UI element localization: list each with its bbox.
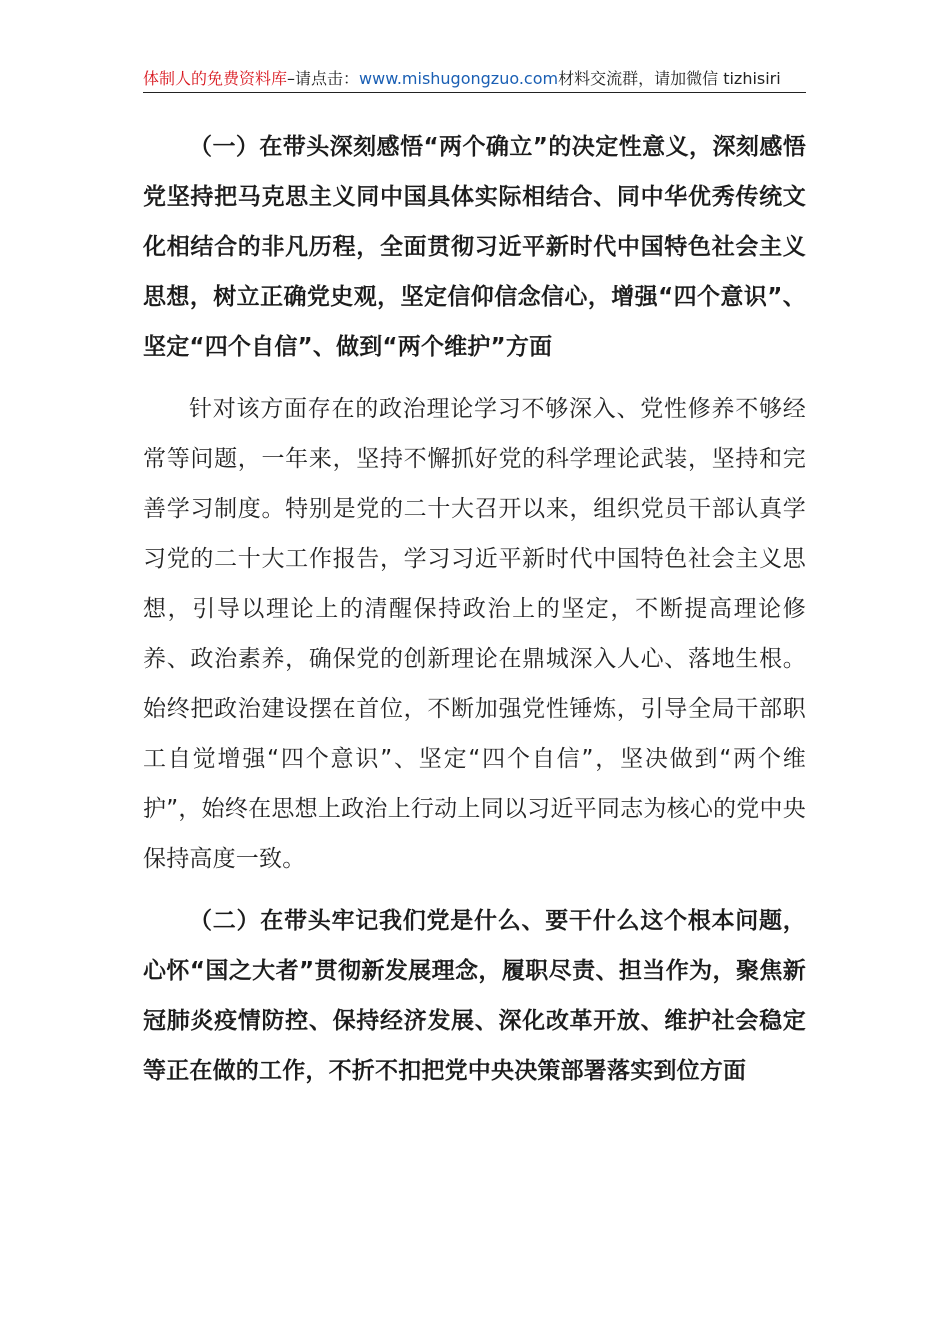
page-header xyxy=(143,66,806,93)
header-prompt: –请点击： xyxy=(287,69,360,88)
document-body xyxy=(143,122,806,1096)
header-brand: 体制人的免费资料库 xyxy=(143,69,288,88)
section-heading-2: （二）在带头牢记我们党是什么、要干什么这个根本问题，心怀“国之大者”贯彻新发展理念，履职尽责、担当作为，聚焦新冠肺炎疫情防控、保持经济发展、深化改革开放、维护社会稳定等正在做的工作，不折不扣把党中央决策部署落实到位方面 xyxy=(143,908,806,1084)
section-heading-1: （一）在带头深刻感悟“两个确立”的决定性意义，深刻感悟党坚持把马克思主义同中国具体实际相结合、同中华优秀传统文化相结合的非凡历程，全面贯彻习近平新时代中国特色社会主义思想，树立正确党史观，坚定信仰信念信心，增强“四个意识”、坚定“四个自信”、做到“两个维护”方面 xyxy=(143,134,806,360)
body-paragraph-1: 针对该方面存在的政治理论学习不够深入、党性修养不够经常等问题，一年来，坚持不懈抓好党的科学理论武装，坚持和完善学习制度。特别是党的二十大召开以来，组织党员干部认真学习党的二十大工作报告，学习习近平新时代中国特色社会主义思想，引导以理论上的清醒保持政治上的坚定，不断提高理论修养、政治素养，确保党的创新理论在鼎城深入人心、落地生根。始终把政治建设摆在首位，不断加强党性锤炼，引导全局干部职工自觉增强“四个意识”、坚定“四个自信”，坚决做到“两个维护”，始终在思想上政治上行动上同以习近平同志为核心的党中央保持高度一致。 xyxy=(143,396,806,872)
header-contact-text: 材料交流群，请加微信 tizhisiri xyxy=(558,69,781,88)
header-url-link[interactable]: www.mishugongzuo.com xyxy=(359,69,559,88)
